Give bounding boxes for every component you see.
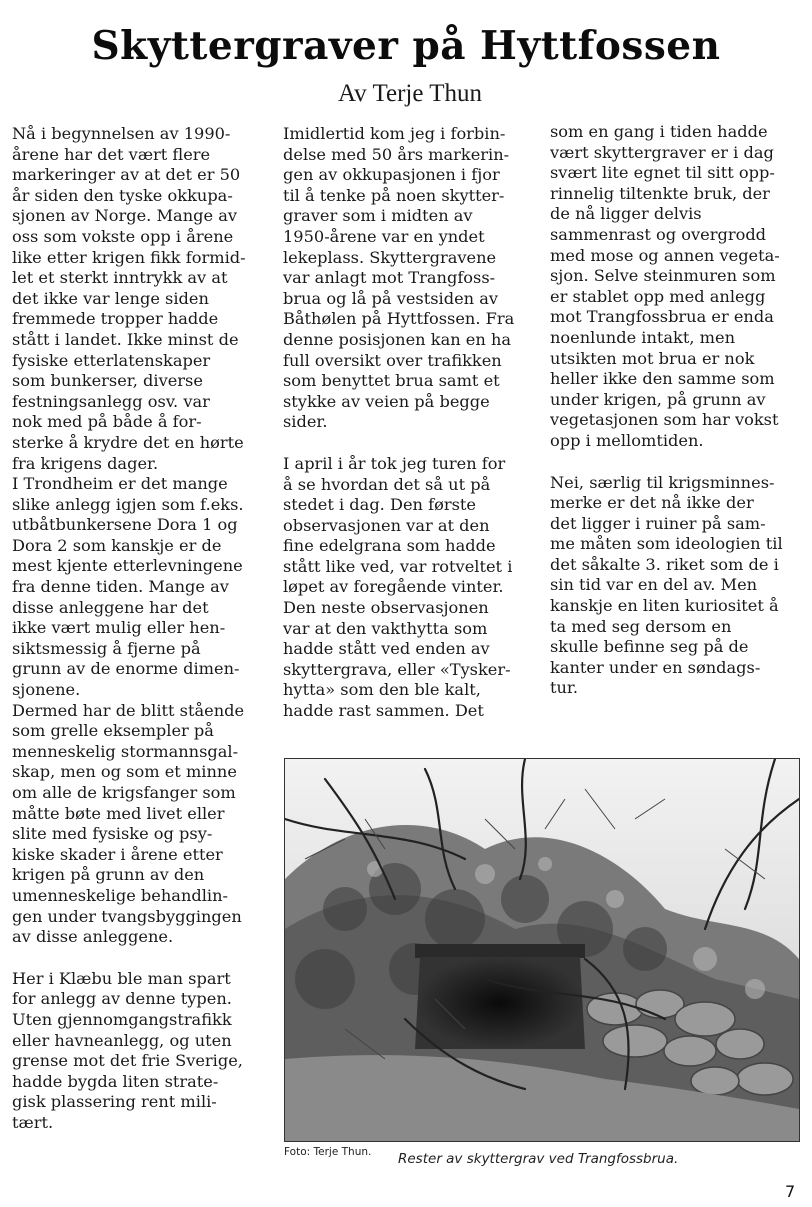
- text-line: markeringer av at det er 50: [12, 165, 241, 185]
- text-line: utbåtbunkersene Dora 1 og: [12, 515, 238, 535]
- text-line: heller ikke den samme som: [550, 369, 775, 389]
- text-line: stykke av veien på begge: [283, 391, 490, 411]
- text-line: år siden den tyske okkupa-: [12, 185, 233, 205]
- text-line: grunn av de enorme dimen-: [12, 659, 240, 679]
- text-line: utsikten mot brua er nok: [550, 348, 755, 368]
- text-line: som grelle eksempler på: [12, 721, 214, 741]
- text-line: skap, men og som et minne: [12, 762, 237, 782]
- text-line: var anlagt mot Trangfoss-: [283, 268, 496, 288]
- text-line: som benyttet brua samt et: [283, 371, 500, 391]
- text-line: umenneskelige behandlin-: [12, 885, 228, 905]
- text-line: observasjonen var at den: [283, 515, 490, 535]
- text-line: å se hvordan det så ut på: [283, 474, 491, 494]
- text-line: Den neste observasjonen: [283, 598, 489, 618]
- text-line: merke er det nå ikke der: [550, 493, 754, 513]
- text-line: 1950-årene var en yndet: [283, 226, 485, 246]
- text-line: gen av okkupasjonen i fjor: [283, 165, 500, 185]
- text-line: Dora 2 som kanskje er de: [12, 535, 222, 555]
- paragraph-gap: [12, 948, 274, 969]
- text-line: hytta» som den ble kalt,: [283, 680, 481, 700]
- text-column-3: [550, 122, 805, 699]
- text-line: tur.: [550, 678, 579, 698]
- text-line: lekeplass. Skyttergravene: [283, 247, 497, 267]
- text-line: full oversikt over trafikken: [283, 350, 502, 370]
- article-title: Skyttergraver på Hyttfossen: [91, 23, 721, 69]
- text-line: slike anlegg igjen som f.eks.: [12, 494, 244, 514]
- text-line: Uten gjennomgangstrafikk: [12, 1009, 232, 1029]
- text-line: fysiske etterlatenskaper: [12, 350, 211, 370]
- text-line: av disse anleggene.: [12, 927, 174, 947]
- page-number: 7: [785, 1182, 796, 1201]
- text-column-1: [12, 124, 274, 1134]
- text-line: sjonene.: [12, 680, 81, 700]
- text-line: de nå ligger delvis: [550, 204, 702, 224]
- text-line: fine edelgrana som hadde: [283, 536, 496, 556]
- text-line: var at den vakthytta som: [283, 618, 488, 638]
- text-line: for anlegg av denne typen.: [12, 989, 232, 1009]
- text-line: hadde stått ved enden av: [283, 639, 490, 659]
- text-line: det såkalte 3. riket som de i: [550, 554, 779, 574]
- text-line: slite med fysiske og psy-: [12, 824, 213, 844]
- text-line: disse anleggene har det: [12, 597, 209, 617]
- text-line: skyttergrava, eller «Tysker-: [283, 659, 511, 679]
- photo-credit: Foto: Terje Thun.: [284, 1146, 372, 1158]
- text-line: stedet i dag. Den første: [283, 495, 476, 515]
- text-line: sammenrast og overgrodd: [550, 224, 767, 244]
- text-line: festningsanlegg osv. var: [12, 391, 210, 411]
- article-byline: Av Terje Thun: [337, 80, 483, 107]
- text-line: brua og lå på vestsiden av: [283, 288, 499, 308]
- text-line: let et sterkt inntrykk av at: [12, 268, 228, 288]
- text-line: Her i Klæbu ble man spart: [12, 968, 231, 988]
- text-line: kanskje en liten kuriositet å: [550, 596, 779, 616]
- text-line: det ikke var lenge siden: [12, 288, 209, 308]
- text-line: årene har det vært flere: [12, 144, 211, 164]
- text-line: I april i år tok jeg turen for: [283, 453, 506, 473]
- text-line: kiske skader i årene etter: [12, 844, 223, 864]
- text-line: med mose og annen vegeta-: [550, 245, 780, 265]
- text-line: sjonen av Norge. Mange av: [12, 206, 238, 226]
- photo-caption: Rester av skyttergrav ved Trangfossbrua.: [398, 1151, 679, 1167]
- text-line: Dermed har de blitt stående: [12, 700, 245, 720]
- text-line: sjon. Selve steinmuren som: [550, 266, 776, 286]
- text-line: me måten som ideologien til: [550, 534, 783, 554]
- text-line: nok med på både å for-: [12, 412, 202, 432]
- paragraph-gap: [550, 452, 805, 473]
- text-line: Nei, særlig til krigsminnes-: [550, 472, 775, 492]
- text-line: gisk plassering rent mili-: [12, 1092, 217, 1112]
- text-line: siktsmessig å fjerne på: [12, 638, 201, 658]
- text-line: menneskelig stormannsgal-: [12, 741, 239, 761]
- text-line: Nå i begynnelsen av 1990-: [12, 124, 231, 143]
- text-line: vegetasjonen som har vokst: [550, 410, 779, 430]
- text-line: fra denne tiden. Mange av: [12, 577, 229, 597]
- text-line: svært lite egnet til sitt opp-: [550, 163, 775, 183]
- text-line: sin tid var en del av. Men: [550, 575, 758, 595]
- paragraph-gap: [283, 433, 538, 454]
- text-line: det ligger i ruiner på sam-: [550, 513, 766, 533]
- text-line: krigen på grunn av den: [12, 865, 205, 885]
- text-line: mot Trangfossbrua er enda: [550, 307, 774, 327]
- text-line: til å tenke på noen skytter-: [283, 185, 505, 205]
- text-line: Imidlertid kom jeg i forbin-: [283, 124, 506, 143]
- text-line: opp i mellomtiden.: [550, 430, 704, 450]
- text-line: eller havneanlegg, og uten: [12, 1030, 232, 1050]
- text-line: fra krigens dager.: [12, 453, 159, 473]
- text-line: under krigen, på grunn av: [550, 389, 766, 409]
- text-column-2: [283, 124, 538, 722]
- text-line: delse med 50 års markerin-: [283, 144, 510, 164]
- text-line: kanter under en søndags-: [550, 657, 761, 677]
- text-line: skulle befinne seg på de: [550, 637, 749, 657]
- text-line: som en gang i tiden hadde: [550, 122, 768, 141]
- text-line: like etter krigen fikk formid-: [12, 247, 246, 267]
- text-line: stått like ved, var rotveltet i: [283, 556, 513, 576]
- text-line: stått i landet. Ikke minst de: [12, 329, 239, 349]
- text-line: hadde rast sammen. Det: [283, 701, 484, 721]
- text-line: ikke vært mulig eller hen-: [12, 618, 226, 638]
- text-line: rinnelig tiltenkte bruk, der: [550, 183, 770, 203]
- text-line: ta med seg dersom en: [550, 616, 732, 636]
- text-line: løpet av foregående vinter.: [283, 577, 504, 597]
- text-line: som bunkerser, diverse: [12, 371, 203, 391]
- text-line: gen under tvangsbyggingen: [12, 906, 242, 926]
- text-line: graver som i midten av: [283, 206, 473, 226]
- text-line: oss som vokste opp i årene: [12, 226, 234, 246]
- trench-photo: [284, 758, 800, 1142]
- text-line: I Trondheim er det mange: [12, 474, 228, 494]
- text-line: er stablet opp med anlegg: [550, 286, 766, 306]
- text-line: sider.: [283, 412, 328, 432]
- text-line: Båthølen på Hyttfossen. Fra: [283, 309, 515, 329]
- text-line: denne posisjonen kan en ha: [283, 329, 512, 349]
- text-line: tært.: [12, 1112, 54, 1132]
- text-line: grense mot det frie Sverige,: [12, 1051, 243, 1071]
- text-line: hadde bygda liten strate-: [12, 1071, 219, 1091]
- text-line: måtte bøte med livet eller: [12, 803, 225, 823]
- text-line: noenlunde intakt, men: [550, 327, 736, 347]
- text-line: sterke å krydre det en hørte: [12, 432, 244, 452]
- text-line: om alle de krigsfanger som: [12, 783, 236, 802]
- text-line: fremmede tropper hadde: [12, 309, 219, 329]
- text-line: mest kjente etterlevningene: [12, 556, 243, 576]
- text-line: vært skyttergraver er i dag: [550, 142, 774, 162]
